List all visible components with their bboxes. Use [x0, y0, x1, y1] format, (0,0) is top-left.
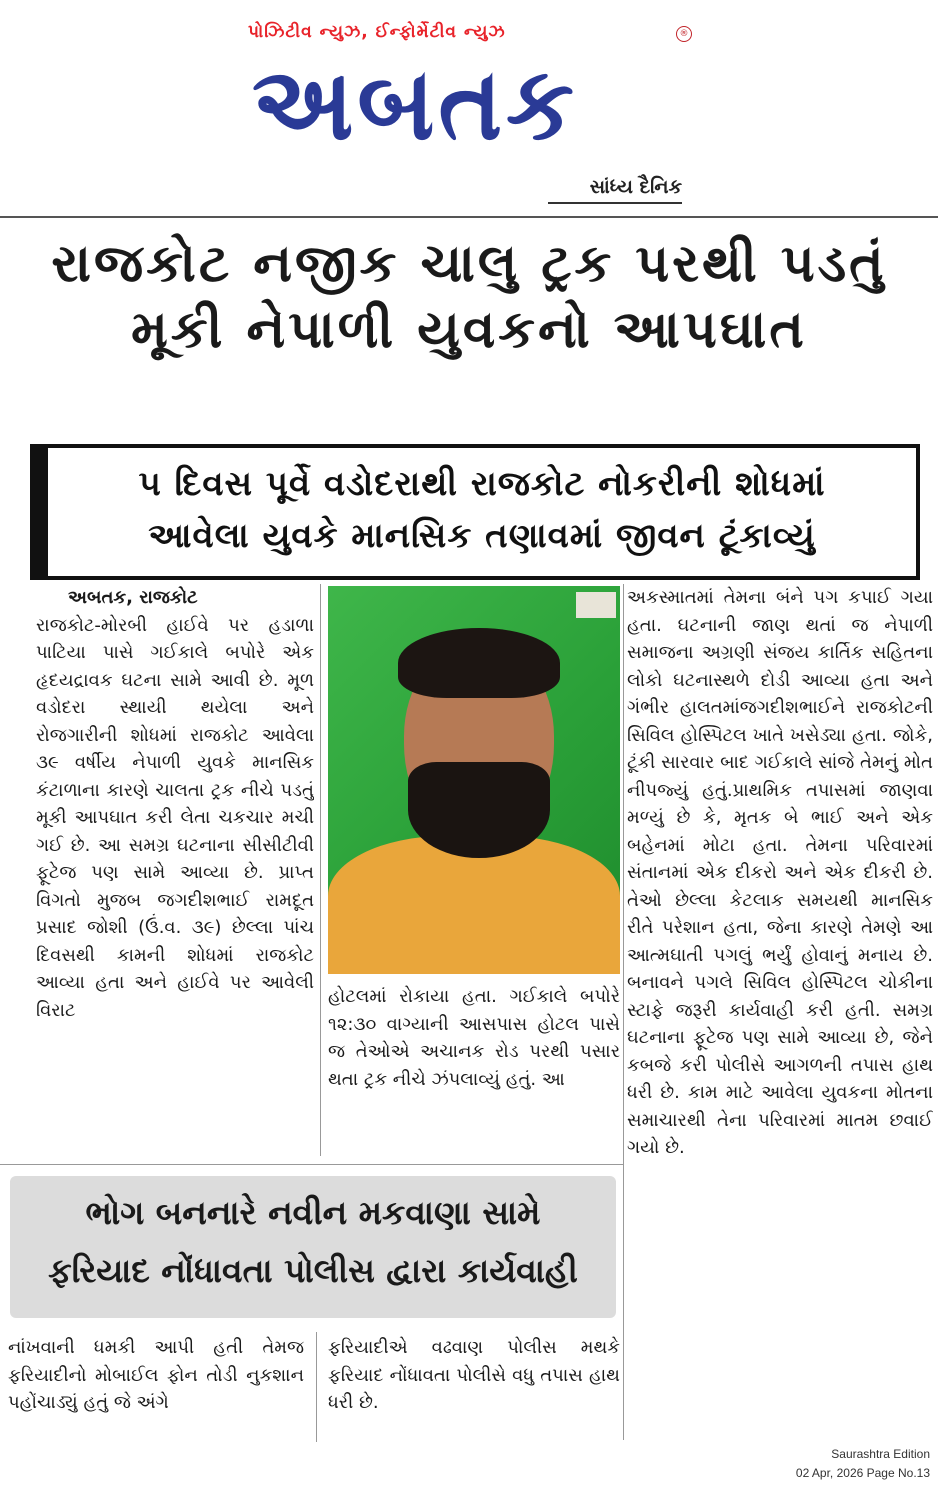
- story-divider: [0, 1164, 624, 1165]
- headline-line-1: રાજકોટ નજીક ચાલુ ટ્રક પરથી પડતું: [51, 234, 887, 294]
- subtag-underline: [548, 202, 682, 204]
- edition-label: Saurashtra Edition: [831, 1447, 930, 1461]
- main-headline: [0, 232, 938, 364]
- article-column-3: અકસ્માતમાં તેમના બંને પગ કપાઈ ગયા હતા. ઘટનાની જાણ થતાં જ નેપાળી સમાજના અગ્રણી સંજય કાર્તિક સહિતના લોકો ઘટનાસ્થળે દોડી આવ્યા હતા અને ગંભીર હાલતમાંજગદીશભાઈને રાજકોટની સિવિલ હોસ્પિટલ ખાતે ખસેડ્યા હતા. જોકે, ટૂંકી સારવાર બાદ ગઈકાલે સાંજે તેમનું મોત નીપજ્યું હતું.પ્રાથમિક તપાસમાં જાણવા મળ્યું છે કે, મૃતક બે ભાઈ અને એક બહેનમાં મોટા હતા. તેમના પરિવારમાં સંતાનમાં એક દીકરો અને એક દીકરી છે. તેઓ છેલ્લા કેટલાક સમયથી માનસિક રીતે પરેશાન હતા, જેના કારણે તેમણે આ આત્મઘાતી પગલું ભર્યું હોવાનું મનાય છે. બનાવને પગલે સિવિલ હોસ્પિટલ ચોકીના સ્ટાફે જરૂરી કાર્યવાહી કરી હતી. સમગ્ર ઘટનાના ફૂટેજ પણ સામે આવ્યા છે, જેને કબજે કરી પોલીસે આગળની તપાસ હાથ ધરી છે. કામ માટે આવેલા યુવકના મોતના સમાચારથી તેના પરિવારમાં માતમ છવાઈ ગયો છે.: [627, 587, 933, 1158]
- masthead-tagline: પોઝિટીવ ન્યુઝ, ઈન્ફોર્મેટીવ ન્યુઝ: [248, 22, 506, 42]
- byline: અબતક, રાજકોટ: [68, 587, 198, 608]
- subheadline-box: [30, 444, 920, 580]
- subheadline-bar: [30, 444, 48, 580]
- second-story-column-1: નાંખવાની ધમકી આપી હતી તેમજ ફરિયાદીનો મોબાઈલ ફોન તોડી નુકશાન પહોંચાડ્યું હતું જે અંગે: [8, 1337, 304, 1413]
- photo-beard: [408, 762, 550, 858]
- article-text-1: રાજકોટ-મોરબી હાઈવે પર હડાળા પાટિયા પાસે ગઈકાલે બપોરે એક હૃદયદ્રાવક ઘટના સામે આવી છે. મૂળ વડોદરા સ્થાયી થયેલા અને રોજગારીની શોધમાં રાજકોટ આવેલા ૩૯ વર્ષીય નેપાળી યુવકે માનસિક કંટાળાના કારણે ચાલતા ટ્રક નીચે પડતું મૂકી આપઘાત કરી લેતા ચકચાર મચી ગઈ છે. આ સમગ્ર ઘટનાના સીસીટીવી ફૂટેજ પણ સામે આવ્યા છે. પ્રાપ્ત વિગતો મુજબ જગદીશભાઈ રામદૂત પ્રસાદ જોશી (ઉં.વ. ૩૯) છેલ્લા પાંચ દિવસથી કામની શોધમાં રાજકોટ આવ્યા હતા અને હાઈવે પર આવેલી વિરાટ: [36, 614, 314, 1021]
- victim-photo: [328, 586, 620, 974]
- article-column-1: [8, 584, 314, 1164]
- subheadline: [52, 458, 912, 562]
- second-story-column-2: ફરિયાદીએ વઢવાણ પોલીસ મથકે ફરિયાદ નોંધાવતા પોલીસે વધુ તપાસ હાથ ધરી છે.: [328, 1337, 620, 1413]
- registered-mark: ®: [676, 26, 692, 42]
- subheadline-line-1: ૫ દિવસ પૂર્વે વડોદરાથી રાજકોટ નોકરીની શોધમાં: [138, 464, 826, 504]
- masthead-rule: [0, 216, 938, 218]
- headline-line-2: મૂકી નેપાળી યુવકનો આપઘાત: [131, 300, 807, 360]
- second-story-divider: [316, 1332, 317, 1442]
- newspaper-logo: અબતક: [252, 45, 578, 163]
- masthead: [0, 0, 938, 216]
- subheadline-line-2: આવેલા યુવકે માનસિક તણાવમાં જીવન ટૂંકાવ્યું: [148, 516, 816, 556]
- column-divider: [320, 584, 321, 1156]
- date-page-label: 02 Apr, 2026 Page No.13: [795, 1466, 930, 1480]
- photo-patch: [576, 592, 616, 618]
- article-column-2: હોટલમાં રોકાયા હતા. ગઈકાલે બપોરે ૧૨:૩૦ વાગ્યાની આસપાસ હોટલ પાસે જ તેઓએ અચાનક રોડ પરથી પસાર થતા ટ્રક નીચે ઝંપલાવ્યું હતું. આ: [328, 986, 620, 1090]
- photo-hair: [398, 628, 560, 698]
- second-headline-line-1: ભોગ બનનારે નવીન મકવાણા સામે: [85, 1193, 541, 1232]
- second-headline: [10, 1184, 616, 1300]
- second-headline-line-2: ફરિયાદ નોંધાવતા પોલીસ દ્વારા કાર્યવાહી: [48, 1251, 578, 1290]
- masthead-subtag: સાંધ્ય દૈનિક: [589, 176, 682, 198]
- column-divider-right: [623, 584, 624, 1440]
